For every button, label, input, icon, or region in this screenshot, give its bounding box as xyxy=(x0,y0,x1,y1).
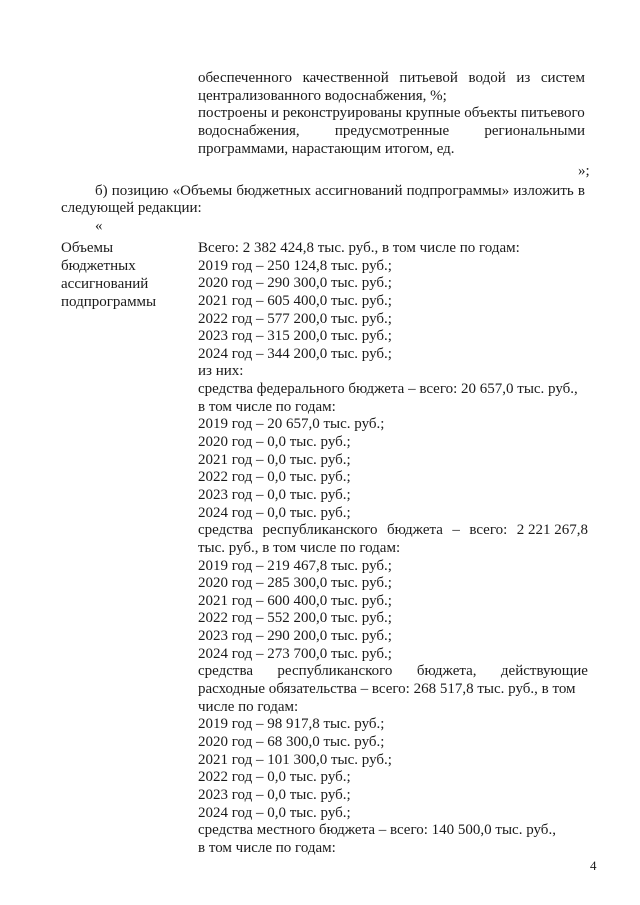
label-line: бюджетных xyxy=(61,258,136,275)
intro-line xyxy=(198,123,585,140)
budget-line: 2021 год – 101 300,0 тыс. руб.; xyxy=(198,751,392,768)
budget-line: 2022 год – 0,0 тыс. руб.; xyxy=(198,469,351,486)
budget-text xyxy=(198,240,588,857)
budget-line: 2020 год – 285 300,0 тыс. руб.; xyxy=(198,575,392,592)
budget-line: в том числе по годам: xyxy=(198,398,336,415)
budget-line: 2023 год – 290 200,0 тыс. руб.; xyxy=(198,628,392,645)
word: предусмотренные xyxy=(334,123,450,140)
para-b-line2: следующей редакции: xyxy=(61,200,202,216)
label-line: подпрограммы xyxy=(61,294,157,311)
word: – xyxy=(452,522,460,539)
word: обеспеченного xyxy=(198,70,292,86)
label-line: ассигнований xyxy=(61,276,149,293)
budget-line: 2021 год – 605 400,0 тыс. руб.; xyxy=(198,292,392,309)
word: позицию xyxy=(111,183,169,199)
word: республиканского xyxy=(262,522,378,539)
label-line: Объемы xyxy=(61,240,114,256)
budget-line: 2023 год – 0,0 тыс. руб.; xyxy=(198,486,351,503)
budget-label xyxy=(61,240,156,312)
budget-line: Всего: 2 382 424,8 тыс. руб., в том числе по годам: xyxy=(198,240,520,256)
budget-line: средства местного бюджета – всего: 140 500,0 тыс. руб., xyxy=(198,822,556,839)
intro-line: централизованного водоснабжения, %; xyxy=(198,87,447,104)
word: систем xyxy=(540,70,585,86)
budget-line: 2020 год – 290 300,0 тыс. руб.; xyxy=(198,275,392,292)
word: б) xyxy=(95,183,108,199)
budget-line: 2022 год – 577 200,0 тыс. руб.; xyxy=(198,310,392,327)
budget-line: тыс. руб., в том числе по годам: xyxy=(198,539,401,556)
budget-line: 2024 год – 0,0 тыс. руб.; xyxy=(198,804,351,821)
intro-line: программами, нарастающим итогом, ед. xyxy=(198,140,455,157)
word: средства xyxy=(198,663,254,680)
word: в xyxy=(577,183,585,199)
para-b-line1 xyxy=(95,183,585,200)
word: подпрограммы» xyxy=(406,183,510,199)
budget-line xyxy=(198,522,588,540)
word: из xyxy=(516,70,531,86)
budget-line: 2021 год – 0,0 тыс. руб.; xyxy=(198,451,351,468)
budget-line: 2022 год – 552 200,0 тыс. руб.; xyxy=(198,610,392,627)
word: водой xyxy=(468,70,506,86)
word: питьевой xyxy=(399,70,458,86)
budget-line: 2022 год – 0,0 тыс. руб.; xyxy=(198,769,351,786)
budget-line: расходные обязательства – всего: 268 517,8 тыс. руб., в том xyxy=(198,681,576,698)
word: 2 221 267,8 xyxy=(516,522,588,539)
word: водоснабжения, xyxy=(198,123,300,140)
budget-line: 2019 год – 219 467,8 тыс. руб.; xyxy=(198,557,392,574)
word: бюджета, xyxy=(416,663,477,680)
budget-line: в том числе по годам: xyxy=(198,839,336,856)
intro-line: построены и реконструированы крупные объекты питьевого xyxy=(198,105,585,122)
word: региональными xyxy=(484,123,585,140)
budget-line: 2021 год – 600 400,0 тыс. руб.; xyxy=(198,592,392,609)
close-quote: »; xyxy=(578,163,590,179)
word: средства xyxy=(198,522,254,539)
budget-line: 2019 год – 20 657,0 тыс. руб.; xyxy=(198,416,385,433)
budget-line: из них: xyxy=(198,363,244,380)
word: изложить xyxy=(513,183,574,199)
budget-line: средства федерального бюджета – всего: 20 657,0 тыс. руб., xyxy=(198,381,578,398)
word: ассигнований xyxy=(315,183,403,199)
budget-line xyxy=(198,663,588,681)
budget-line: 2024 год – 273 700,0 тыс. руб.; xyxy=(198,645,392,662)
word: бюджета xyxy=(386,522,443,539)
word: «Объемы xyxy=(172,183,233,199)
budget-line: 2023 год – 315 200,0 тыс. руб.; xyxy=(198,328,392,345)
budget-line: 2023 год – 0,0 тыс. руб.; xyxy=(198,786,351,803)
intro-line xyxy=(198,70,585,87)
page-number: 4 xyxy=(590,858,597,873)
word: республиканского xyxy=(277,663,393,680)
budget-line: 2020 год – 0,0 тыс. руб.; xyxy=(198,434,351,451)
open-quote: « xyxy=(95,218,103,234)
budget-line: 2020 год – 68 300,0 тыс. руб.; xyxy=(198,733,385,750)
word: бюджетных xyxy=(236,183,312,199)
budget-line: 2024 год – 344 200,0 тыс. руб.; xyxy=(198,345,392,362)
budget-line: 2024 год – 0,0 тыс. руб.; xyxy=(198,504,351,521)
budget-line: числе по годам: xyxy=(198,698,299,715)
word: действующие xyxy=(500,663,588,680)
word: всего: xyxy=(469,522,508,539)
word: качественной xyxy=(302,70,389,86)
budget-line: 2019 год – 98 917,8 тыс. руб.; xyxy=(198,716,385,733)
budget-line: 2019 год – 250 124,8 тыс. руб.; xyxy=(198,257,392,274)
